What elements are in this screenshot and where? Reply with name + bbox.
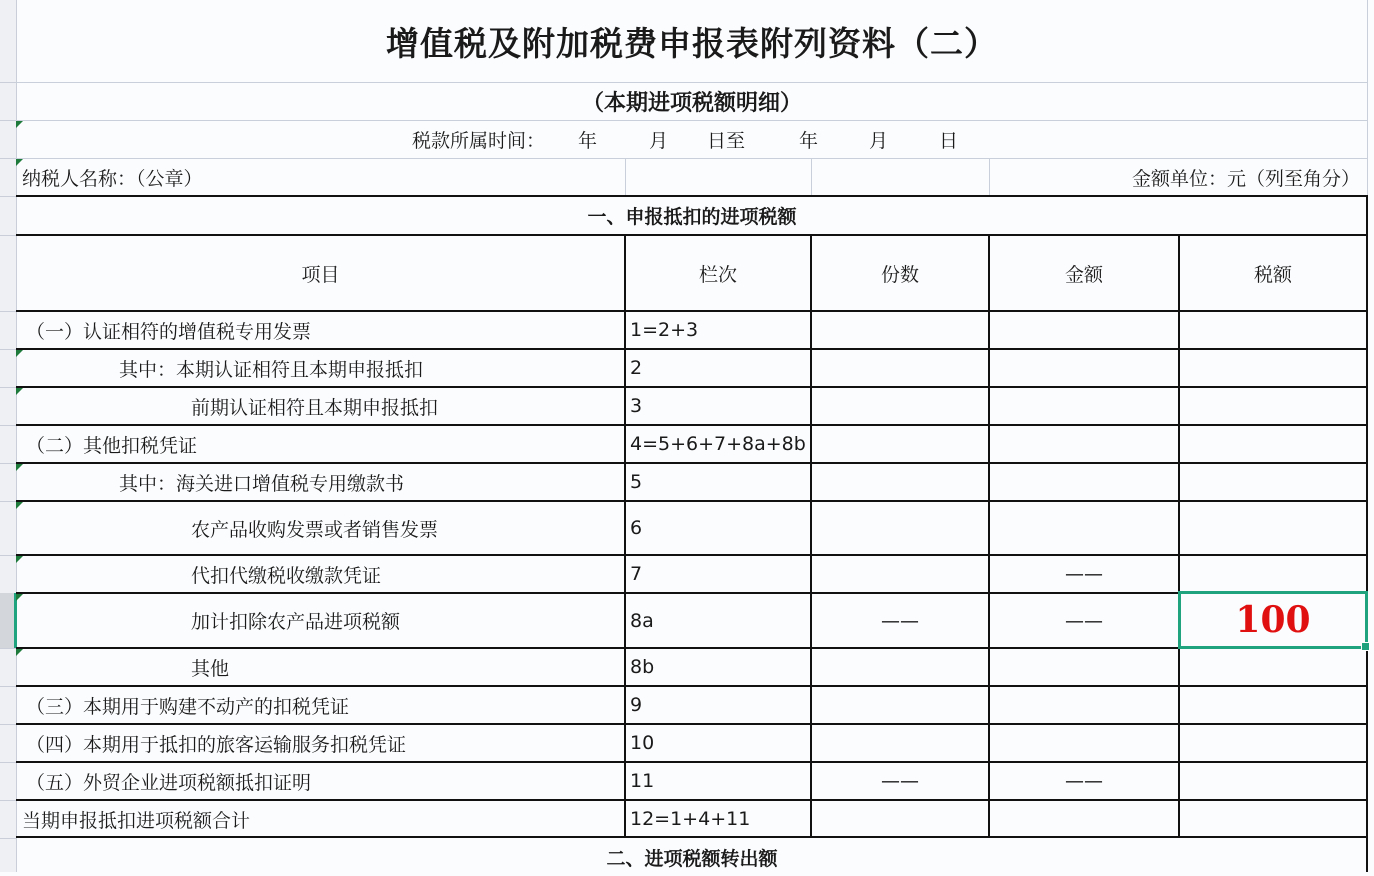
row-amount-11-dash: ——	[1065, 770, 1103, 792]
table-border	[810, 235, 812, 837]
row-divider	[0, 120, 16, 121]
cell-comment-marker	[16, 121, 23, 128]
row-item-4: （二）其他扣税凭证	[26, 434, 198, 457]
period-day-to: 日至	[707, 129, 746, 152]
row-line-7: 7	[630, 563, 643, 585]
row-divider	[0, 555, 16, 556]
table-border	[16, 386, 1368, 388]
row-line-8b: 8b	[630, 656, 655, 678]
col-header-line: 栏次	[698, 263, 737, 286]
row-item-8a: 加计扣除农产品进项税额	[191, 611, 401, 633]
row-divider	[0, 235, 16, 236]
period-year-start: 年	[578, 129, 598, 152]
row-line-5: 5	[630, 471, 643, 493]
table-border	[16, 234, 1368, 236]
row-line-8a: 8a	[630, 609, 654, 632]
table-border	[16, 761, 1368, 763]
table-border	[16, 310, 1368, 312]
row-line-2: 2	[630, 357, 643, 379]
row-divider	[0, 762, 16, 763]
section-1-title: 一、申报抵扣的进项税额	[587, 206, 797, 228]
row-divider	[0, 349, 16, 350]
row-line-3: 3	[630, 395, 643, 417]
cell-comment-marker	[16, 594, 23, 601]
fill-handle[interactable]	[1361, 642, 1370, 651]
row-item-8b: 其他	[191, 657, 230, 680]
selected-cell-tax-8a[interactable]	[1178, 591, 1368, 649]
row-item-6: 农产品收购发票或者销售发票	[191, 518, 439, 541]
row-item-9: （三）本期用于购建不动产的扣税凭证	[26, 695, 350, 718]
row-item-3: 前期认证相符且本期申报抵扣	[191, 396, 439, 419]
row-divider	[0, 686, 16, 687]
row-amount-7-dash: ——	[1065, 563, 1103, 585]
amount-unit-label: 金额单位：元（列至角分）	[1131, 167, 1360, 190]
row-amount-8a-dash: ——	[1065, 609, 1103, 632]
row-line-10: 10	[630, 732, 655, 754]
row-header-strip[interactable]	[0, 0, 17, 872]
table-border	[624, 235, 626, 837]
row-item-11: （五）外贸企业进项税额抵扣证明	[26, 771, 312, 794]
selected-cell-value: 100	[1235, 599, 1311, 641]
cell-comment-marker	[16, 464, 23, 471]
row-item-1: （一）认证相符的增值税专用发票	[26, 320, 312, 343]
table-border	[1366, 195, 1368, 872]
row-line-6: 6	[630, 517, 643, 539]
cell-comment-marker	[16, 350, 23, 357]
row-divider	[0, 501, 16, 502]
row-line-4: 4=5+6+7+8a+8b	[630, 433, 806, 455]
table-border	[16, 723, 1368, 725]
table-border	[16, 462, 1368, 464]
table-border	[16, 799, 1368, 801]
row-divider	[0, 196, 16, 197]
form-title: 增值税及附加税费申报表附列资料（二）	[386, 23, 998, 63]
row-count-11-dash: ——	[881, 770, 919, 792]
section-2-title: 二、进项税额转出额	[606, 847, 778, 870]
period-day-end: 日	[939, 129, 959, 152]
row-divider	[0, 463, 16, 464]
row-divider	[0, 648, 16, 649]
table-border	[16, 685, 1368, 687]
table-border	[16, 592, 1368, 594]
taxpayer-name-label: 纳税人名称：（公章）	[22, 167, 203, 190]
gridline	[811, 158, 812, 196]
table-border	[16, 500, 1368, 502]
table-border	[1178, 235, 1180, 837]
period-year-end: 年	[799, 129, 819, 152]
row-line-12: 12=1+4+11	[630, 808, 751, 830]
cell-comment-marker	[16, 556, 23, 563]
gridline	[16, 120, 1368, 121]
gridline	[625, 158, 626, 196]
row-item-2: 其中：本期认证相符且本期申报抵扣	[119, 358, 424, 381]
table-border	[16, 195, 1368, 197]
col-header-item: 项目	[301, 263, 340, 286]
row-divider	[0, 387, 16, 388]
row-line-9: 9	[630, 694, 643, 716]
col-header-amount: 金额	[1064, 263, 1103, 286]
table-border	[16, 836, 1368, 838]
row-line-1: 1=2+3	[630, 319, 699, 341]
col-header-count: 份数	[880, 263, 919, 286]
table-border	[16, 424, 1368, 426]
row-divider	[0, 311, 16, 312]
row-item-10: （四）本期用于抵扣的旅客运输服务扣税凭证	[26, 733, 407, 756]
selected-row-edge	[14, 593, 17, 648]
table-border	[988, 235, 990, 837]
cell-comment-marker	[16, 649, 23, 656]
row-divider	[0, 158, 16, 159]
row-count-8a-dash: ——	[881, 609, 919, 632]
row-item-7: 代扣代缴税收缴款凭证	[191, 564, 382, 587]
period-month-start: 月	[649, 129, 669, 152]
cell-comment-marker	[16, 502, 23, 509]
row-line-11: 11	[630, 770, 655, 792]
gridline	[989, 158, 990, 196]
row-divider	[0, 82, 16, 83]
cell-comment-marker	[16, 388, 23, 395]
row-item-12: 当期申报抵扣进项税额合计	[22, 809, 251, 832]
table-border	[16, 554, 1368, 556]
table-border	[16, 647, 1368, 649]
col-header-tax: 税额	[1253, 263, 1292, 286]
row-divider	[0, 724, 16, 725]
row-divider	[0, 838, 16, 839]
spreadsheet-grid[interactable]	[16, 0, 1374, 872]
period-month-end: 月	[869, 129, 889, 152]
row-divider	[0, 425, 16, 426]
table-border	[16, 348, 1368, 350]
form-subtitle: （本期进项税额明细）	[581, 90, 802, 116]
row-divider	[0, 800, 16, 801]
tax-period-label: 税款所属时间：	[412, 129, 546, 152]
row-item-5: 其中：海关进口增值税专用缴款书	[119, 472, 405, 495]
